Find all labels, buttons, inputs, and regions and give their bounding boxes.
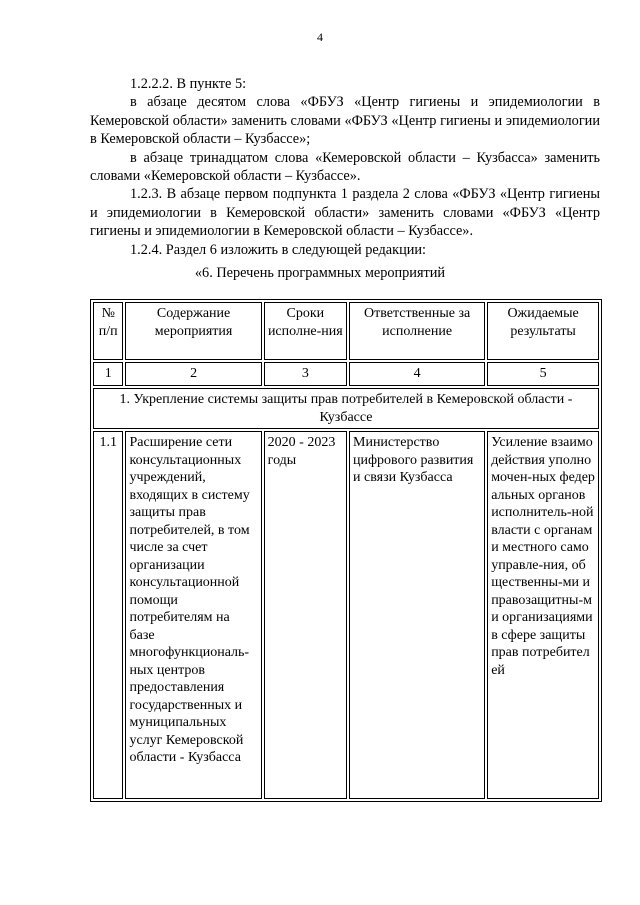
paragraph-item-3: 1.2.4. Раздел 6 изложить в следующей редакции: [130, 241, 427, 258]
header-responsible: Ответственные за исполнение [349, 302, 485, 360]
paragraph-item-2: 1.2.3. В абзаце первом подпункта 1 раздела 2 слова «ФБУЗ «Центр гигиены и эпидемиологии в Кемеровской области» заменить словами «ФБУЗ «Центр гигиены и эпидемиологии в Кемеровской области – Кузбассе». [90, 186, 600, 240]
paragraph-amendment-10: в абзаце десятом слова «ФБУЗ «Центр гигиены и эпидемиологии в Кемеровской области» заменить словами «ФБУЗ «Центр гигиены и эпидемиологии в Кемеровской области – Кузбассе»; [90, 94, 600, 148]
paragraph-item-1: 1.2.2.2. В пункте 5: [130, 76, 247, 92]
row-result: Усиление взаимодействия уполномочен-ных федеральных органов исполнитель-ной власти с органами местного самоуправле-ния, общественны-ми и правозащитны-ми организациями в сфере защиты прав потребителей [487, 431, 599, 799]
column-number: 1 [93, 362, 123, 386]
group-heading-row [93, 388, 599, 429]
column-number: 3 [264, 362, 347, 386]
column-number: 5 [487, 362, 599, 386]
section-title: «6. Перечень программных мероприятий [194, 265, 446, 281]
column-number-row [93, 362, 599, 386]
row-period: 2020 - 2023 годы [264, 431, 347, 799]
column-number: 2 [125, 362, 261, 386]
row-responsible: Министерство цифрового развития и связи Кузбасса [349, 431, 485, 799]
measures-table [90, 299, 602, 802]
column-number: 4 [349, 362, 485, 386]
row-num: 1.1 [93, 431, 123, 799]
header-result: Ожидаемые результаты [487, 302, 599, 360]
table-header-row [93, 302, 599, 360]
page-number: 4 [317, 30, 323, 44]
table-row [93, 431, 599, 799]
row-content: Расширение сети консультационных учреждений, входящих в систему защиты прав потребителей, в том числе за счет организации консультационной помощи потребителям на базе многофункциональ-ных центров предоставления государственных и муниципальных услуг Кемеровской области - Кузбасса [125, 431, 261, 799]
header-num: № п/п [93, 302, 123, 360]
document-body [90, 75, 600, 259]
group-heading: 1. Укрепление системы защиты прав потребителей в Кемеровской области - Кузбассе [93, 388, 599, 429]
header-content: Содержание мероприятия [125, 302, 261, 360]
header-period: Сроки исполне-ния [264, 302, 347, 360]
paragraph-amendment-13: в абзаце тринадцатом слова «Кемеровской области – Кузбасса» заменить словами «Кемеровской области – Кузбассе». [90, 149, 600, 185]
